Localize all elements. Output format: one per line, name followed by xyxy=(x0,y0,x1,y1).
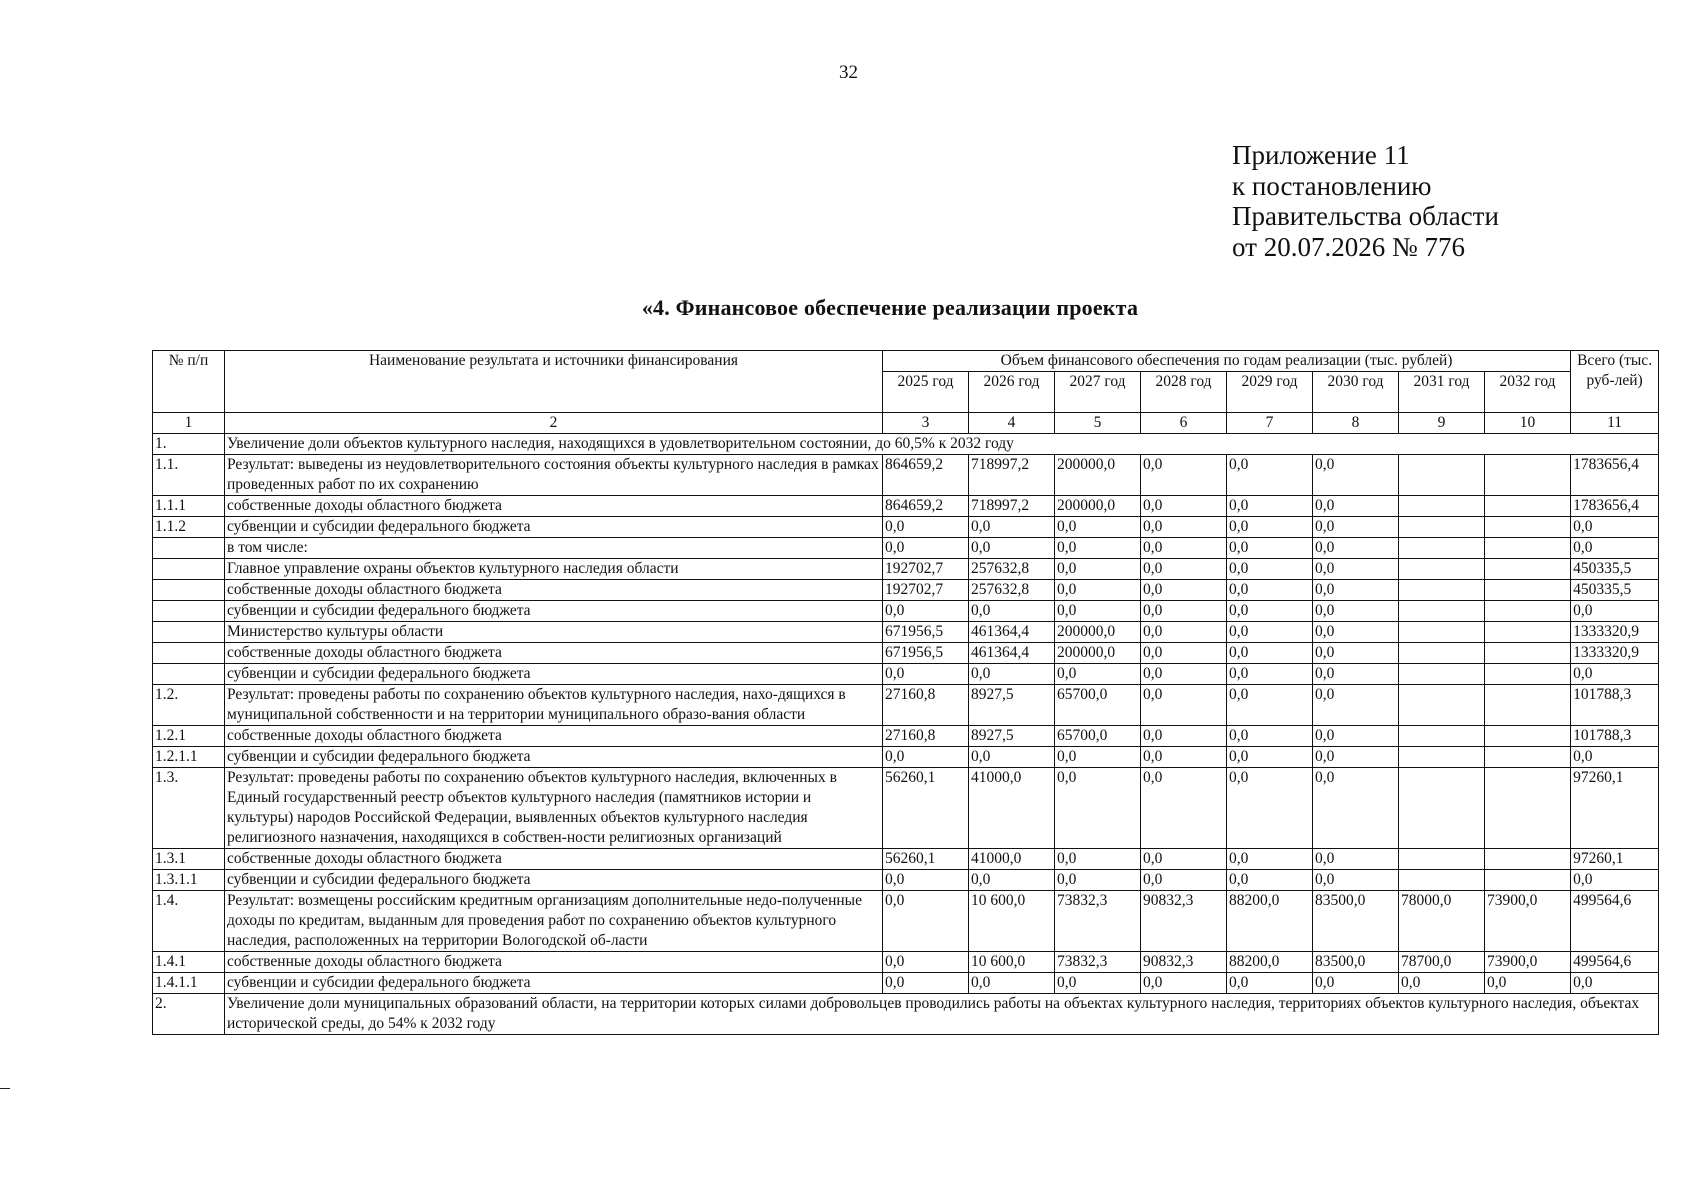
row-name: Результат: возмещены российским кредитным организациям дополнительные недо-полученные доходы по кредитам, выданным для проведения работ по сохранению объектов культурного наследия, расположенных на территории Вологодской об-ласти xyxy=(225,891,883,952)
row-number: 1.2. xyxy=(153,685,225,726)
year-value: 0,0 xyxy=(1055,601,1141,622)
table-row xyxy=(153,559,1659,580)
year-value: 0,0 xyxy=(1141,622,1227,643)
year-value: 0,0 xyxy=(1227,455,1313,496)
year-value: 671956,5 xyxy=(883,643,969,664)
year-value: 0,0 xyxy=(1141,726,1227,747)
year-value xyxy=(1399,747,1485,768)
year-value: 0,0 xyxy=(1055,538,1141,559)
row-name: субвенции и субсидии федерального бюджета xyxy=(225,747,883,768)
header-year: 2025 год xyxy=(883,372,969,413)
year-value: 0,0 xyxy=(1313,455,1399,496)
year-value: 0,0 xyxy=(969,601,1055,622)
year-value: 78000,0 xyxy=(1399,891,1485,952)
year-value: 83500,0 xyxy=(1313,952,1399,973)
header-year: 2032 год xyxy=(1485,372,1571,413)
year-value: 83500,0 xyxy=(1313,891,1399,952)
year-value: 0,0 xyxy=(1227,601,1313,622)
year-value: 0,0 xyxy=(1313,685,1399,726)
year-value: 0,0 xyxy=(1055,870,1141,891)
year-value: 0,0 xyxy=(1313,643,1399,664)
year-value xyxy=(1399,517,1485,538)
table-row xyxy=(153,622,1659,643)
year-value: 0,0 xyxy=(1313,726,1399,747)
year-value: 88200,0 xyxy=(1227,891,1313,952)
total-value: 0,0 xyxy=(1571,538,1659,559)
total-value: 101788,3 xyxy=(1571,726,1659,747)
row-name: собственные доходы областного бюджета xyxy=(225,580,883,601)
total-value: 97260,1 xyxy=(1571,768,1659,849)
row-number: 1.2.1 xyxy=(153,726,225,747)
year-value: 0,0 xyxy=(1227,496,1313,517)
document-title: «4. Финансовое обеспечение реализации проекта xyxy=(641,295,1139,320)
year-value: 10 600,0 xyxy=(969,891,1055,952)
row-name: Результат: проведены работы по сохранению объектов культурного наследия, включенных в Единый государственный реестр объектов культурного наследия (памятников истории и культуры) народов Российской Федерации, выявленных объектов культурного наследия религиозного назначения, находящихся в собствен-ности религиозных организаций xyxy=(225,768,883,849)
year-value xyxy=(1399,849,1485,870)
year-value xyxy=(1399,580,1485,601)
column-number: 6 xyxy=(1141,413,1227,434)
header-year: 2030 год xyxy=(1313,372,1399,413)
year-value: 0,0 xyxy=(1141,455,1227,496)
header-volume: Объем финансового обеспечения по годам реализации (тыс. рублей) xyxy=(883,351,1571,372)
year-value: 0,0 xyxy=(883,601,969,622)
goal-text: Увеличение доли объектов культурного наследия, находящихся в удовлетворительном состоянии, до 60,5% к 2032 году xyxy=(225,434,1659,455)
row-number xyxy=(153,580,225,601)
year-value xyxy=(1485,849,1571,870)
row-number xyxy=(153,559,225,580)
table-row xyxy=(153,973,1659,994)
year-value: 200000,0 xyxy=(1055,622,1141,643)
header-year: 2029 год xyxy=(1227,372,1313,413)
row-number: 1.1.2 xyxy=(153,517,225,538)
year-value: 0,0 xyxy=(883,952,969,973)
scan-margin-mark xyxy=(0,1088,10,1089)
table-row xyxy=(153,747,1659,768)
table-row xyxy=(153,870,1659,891)
goal-text: Увеличение доли муниципальных образований области, на территории которых силами добровольцев проводились работы на объектах культурного наследия, территориях объектов культурного наследия, объектах исторической среды, до 54% к 2032 году xyxy=(225,994,1659,1035)
year-value: 0,0 xyxy=(1141,643,1227,664)
table-row xyxy=(153,517,1659,538)
year-value: 0,0 xyxy=(969,538,1055,559)
year-value: 10 600,0 xyxy=(969,952,1055,973)
year-value xyxy=(1485,559,1571,580)
year-value: 56260,1 xyxy=(883,768,969,849)
year-value xyxy=(1399,622,1485,643)
year-value: 0,0 xyxy=(969,747,1055,768)
year-value: 65700,0 xyxy=(1055,726,1141,747)
year-value: 0,0 xyxy=(1227,517,1313,538)
row-number xyxy=(153,622,225,643)
year-value: 0,0 xyxy=(883,517,969,538)
year-value: 0,0 xyxy=(1055,973,1141,994)
year-value: 0,0 xyxy=(1313,747,1399,768)
row-name: субвенции и субсидии федерального бюджета xyxy=(225,973,883,994)
year-value: 257632,8 xyxy=(969,559,1055,580)
year-value: 0,0 xyxy=(1055,559,1141,580)
column-number: 5 xyxy=(1055,413,1141,434)
appendix-line-1: Приложение 11 xyxy=(1232,140,1410,170)
year-value xyxy=(1399,664,1485,685)
year-value: 200000,0 xyxy=(1055,643,1141,664)
year-value: 65700,0 xyxy=(1055,685,1141,726)
year-value: 461364,4 xyxy=(969,622,1055,643)
year-value: 73900,0 xyxy=(1485,891,1571,952)
year-value: 0,0 xyxy=(883,870,969,891)
year-value: 0,0 xyxy=(1399,973,1485,994)
column-number: 10 xyxy=(1485,413,1571,434)
total-value: 1333320,9 xyxy=(1571,622,1659,643)
year-value: 0,0 xyxy=(1141,747,1227,768)
row-number: 1.3.1.1 xyxy=(153,870,225,891)
year-value: 41000,0 xyxy=(969,768,1055,849)
column-number: 11 xyxy=(1571,413,1659,434)
year-value: 88200,0 xyxy=(1227,952,1313,973)
year-value: 0,0 xyxy=(1313,768,1399,849)
total-value: 0,0 xyxy=(1571,664,1659,685)
year-value: 0,0 xyxy=(883,664,969,685)
row-number: 1.4.1 xyxy=(153,952,225,973)
year-value: 200000,0 xyxy=(1055,455,1141,496)
year-value: 0,0 xyxy=(1227,849,1313,870)
year-value: 0,0 xyxy=(1055,580,1141,601)
year-value: 0,0 xyxy=(883,538,969,559)
year-value: 73832,3 xyxy=(1055,952,1141,973)
row-name: Главное управление охраны объектов культурного наследия области xyxy=(225,559,883,580)
total-value: 499564,6 xyxy=(1571,952,1659,973)
table-row xyxy=(153,685,1659,726)
row-name: субвенции и субсидии федерального бюджета xyxy=(225,601,883,622)
year-value: 0,0 xyxy=(969,870,1055,891)
table-row xyxy=(153,601,1659,622)
row-number: 1. xyxy=(153,434,225,455)
year-value: 0,0 xyxy=(1227,643,1313,664)
row-number: 1.2.1.1 xyxy=(153,747,225,768)
year-value: 461364,4 xyxy=(969,643,1055,664)
appendix-line-2: к постановлению xyxy=(1232,170,1432,201)
row-number xyxy=(153,538,225,559)
table-row xyxy=(153,994,1659,1035)
year-value: 0,0 xyxy=(1313,580,1399,601)
header-year: 2028 год xyxy=(1141,372,1227,413)
year-value xyxy=(1485,580,1571,601)
year-value: 0,0 xyxy=(883,747,969,768)
year-value: 0,0 xyxy=(1055,517,1141,538)
total-value: 450335,5 xyxy=(1571,559,1659,580)
year-value: 90832,3 xyxy=(1141,891,1227,952)
year-value: 0,0 xyxy=(1227,973,1313,994)
year-value: 8927,5 xyxy=(969,685,1055,726)
row-number: 1.1.1 xyxy=(153,496,225,517)
year-value xyxy=(1485,726,1571,747)
total-value: 0,0 xyxy=(1571,747,1659,768)
year-value xyxy=(1485,870,1571,891)
table-row xyxy=(153,726,1659,747)
year-value: 192702,7 xyxy=(883,580,969,601)
year-value xyxy=(1399,496,1485,517)
row-name: субвенции и субсидии федерального бюджета xyxy=(225,517,883,538)
year-value: 0,0 xyxy=(1313,973,1399,994)
year-value: 78700,0 xyxy=(1399,952,1485,973)
year-value xyxy=(1485,538,1571,559)
year-value: 0,0 xyxy=(969,973,1055,994)
header-year: 2031 год xyxy=(1399,372,1485,413)
year-value: 0,0 xyxy=(1141,849,1227,870)
total-value: 1333320,9 xyxy=(1571,643,1659,664)
year-value: 864659,2 xyxy=(883,496,969,517)
header-num: № п/п xyxy=(153,351,225,413)
table-row xyxy=(153,664,1659,685)
year-value xyxy=(1485,664,1571,685)
year-value: 0,0 xyxy=(1313,870,1399,891)
year-value xyxy=(1485,747,1571,768)
year-value: 192702,7 xyxy=(883,559,969,580)
year-value: 0,0 xyxy=(1227,580,1313,601)
column-number: 8 xyxy=(1313,413,1399,434)
year-value: 0,0 xyxy=(1227,726,1313,747)
year-value xyxy=(1399,768,1485,849)
column-number-row xyxy=(153,413,1659,434)
year-value: 0,0 xyxy=(883,891,969,952)
row-name: в том числе: xyxy=(225,538,883,559)
total-value: 1783656,4 xyxy=(1571,496,1659,517)
row-number: 2. xyxy=(153,994,225,1035)
table-row xyxy=(153,768,1659,849)
year-value: 41000,0 xyxy=(969,849,1055,870)
table-row xyxy=(153,580,1659,601)
total-value: 0,0 xyxy=(1571,601,1659,622)
year-value: 0,0 xyxy=(1313,496,1399,517)
appendix-line-4: от 20.07.2026 № 776 xyxy=(1232,231,1465,262)
column-number: 9 xyxy=(1399,413,1485,434)
year-value: 0,0 xyxy=(1141,538,1227,559)
year-value: 0,0 xyxy=(1313,601,1399,622)
row-name: субвенции и субсидии федерального бюджета xyxy=(225,870,883,891)
year-value: 0,0 xyxy=(1227,870,1313,891)
year-value: 0,0 xyxy=(1055,664,1141,685)
year-value: 0,0 xyxy=(1141,768,1227,849)
year-value: 0,0 xyxy=(1227,768,1313,849)
year-value: 0,0 xyxy=(1055,747,1141,768)
row-name: собственные доходы областного бюджета xyxy=(225,726,883,747)
column-number: 3 xyxy=(883,413,969,434)
year-value xyxy=(1399,643,1485,664)
total-value: 0,0 xyxy=(1571,870,1659,891)
year-value: 0,0 xyxy=(1313,538,1399,559)
total-value: 1783656,4 xyxy=(1571,455,1659,496)
table-row xyxy=(153,952,1659,973)
total-value: 97260,1 xyxy=(1571,849,1659,870)
year-value: 0,0 xyxy=(1141,664,1227,685)
year-value xyxy=(1485,455,1571,496)
year-value: 671956,5 xyxy=(883,622,969,643)
year-value: 90832,3 xyxy=(1141,952,1227,973)
year-value xyxy=(1485,768,1571,849)
year-value: 0,0 xyxy=(1313,622,1399,643)
row-number xyxy=(153,643,225,664)
page-number: 32 xyxy=(839,62,858,83)
year-value: 0,0 xyxy=(1227,559,1313,580)
year-value: 73832,3 xyxy=(1055,891,1141,952)
year-value: 0,0 xyxy=(1141,870,1227,891)
row-name: собственные доходы областного бюджета xyxy=(225,849,883,870)
total-value: 499564,6 xyxy=(1571,891,1659,952)
year-value: 27160,8 xyxy=(883,685,969,726)
year-value: 0,0 xyxy=(1141,601,1227,622)
year-value xyxy=(1399,726,1485,747)
year-value: 0,0 xyxy=(1313,517,1399,538)
year-value: 0,0 xyxy=(883,973,969,994)
table-row xyxy=(153,496,1659,517)
total-value: 0,0 xyxy=(1571,973,1659,994)
column-number: 4 xyxy=(969,413,1055,434)
table-row xyxy=(153,538,1659,559)
year-value: 0,0 xyxy=(1141,496,1227,517)
year-value: 0,0 xyxy=(1227,685,1313,726)
column-number: 7 xyxy=(1227,413,1313,434)
year-value xyxy=(1485,685,1571,726)
year-value xyxy=(1399,685,1485,726)
year-value: 257632,8 xyxy=(969,580,1055,601)
row-number: 1.4.1.1 xyxy=(153,973,225,994)
row-number: 1.3.1 xyxy=(153,849,225,870)
row-name: собственные доходы областного бюджета xyxy=(225,952,883,973)
year-value xyxy=(1485,517,1571,538)
appendix-block xyxy=(1232,140,1499,262)
financing-table xyxy=(152,350,1659,1035)
row-name: собственные доходы областного бюджета xyxy=(225,496,883,517)
row-number: 1.1. xyxy=(153,455,225,496)
year-value: 0,0 xyxy=(1141,517,1227,538)
column-number: 2 xyxy=(225,413,883,434)
total-value: 101788,3 xyxy=(1571,685,1659,726)
year-value: 718997,2 xyxy=(969,496,1055,517)
year-value: 0,0 xyxy=(1485,973,1571,994)
year-value xyxy=(1485,601,1571,622)
header-year: 2027 год xyxy=(1055,372,1141,413)
year-value: 0,0 xyxy=(1141,580,1227,601)
row-name: собственные доходы областного бюджета xyxy=(225,643,883,664)
row-name: субвенции и субсидии федерального бюджета xyxy=(225,664,883,685)
year-value xyxy=(1485,496,1571,517)
table-row xyxy=(153,455,1659,496)
year-value: 0,0 xyxy=(1055,768,1141,849)
row-number: 1.3. xyxy=(153,768,225,849)
table-row xyxy=(153,849,1659,870)
appendix-line-3: Правительства области xyxy=(1232,201,1499,231)
year-value xyxy=(1485,622,1571,643)
header-year: 2026 год xyxy=(969,372,1055,413)
total-value: 0,0 xyxy=(1571,517,1659,538)
year-value: 0,0 xyxy=(1313,849,1399,870)
year-value: 0,0 xyxy=(1313,559,1399,580)
year-value xyxy=(1399,870,1485,891)
year-value: 0,0 xyxy=(969,517,1055,538)
row-name: Результат: проведены работы по сохранению объектов культурного наследия, нахо-дящихся в муниципальной собственности и на территории муниципального образо-вания области xyxy=(225,685,883,726)
year-value: 0,0 xyxy=(1313,664,1399,685)
year-value: 0,0 xyxy=(1227,664,1313,685)
year-value: 0,0 xyxy=(1227,622,1313,643)
column-number: 1 xyxy=(153,413,225,434)
year-value xyxy=(1399,538,1485,559)
header-row-1 xyxy=(153,351,1659,372)
year-value: 0,0 xyxy=(1141,685,1227,726)
table-body xyxy=(153,351,1659,1035)
table-row xyxy=(153,643,1659,664)
year-value xyxy=(1399,559,1485,580)
year-value: 0,0 xyxy=(1227,538,1313,559)
year-value: 0,0 xyxy=(1141,559,1227,580)
year-value: 27160,8 xyxy=(883,726,969,747)
row-number: 1.4. xyxy=(153,891,225,952)
row-number xyxy=(153,601,225,622)
year-value: 56260,1 xyxy=(883,849,969,870)
year-value xyxy=(1485,643,1571,664)
year-value: 0,0 xyxy=(1141,973,1227,994)
year-value xyxy=(1399,601,1485,622)
table-row xyxy=(153,891,1659,952)
row-name: Министерство культуры области xyxy=(225,622,883,643)
year-value: 0,0 xyxy=(969,664,1055,685)
header-name: Наименование результата и источники финансирования xyxy=(225,351,883,413)
year-value: 864659,2 xyxy=(883,455,969,496)
row-number xyxy=(153,664,225,685)
year-value: 200000,0 xyxy=(1055,496,1141,517)
header-total: Всего (тыс. руб-лей) xyxy=(1571,351,1659,413)
total-value: 450335,5 xyxy=(1571,580,1659,601)
year-value: 718997,2 xyxy=(969,455,1055,496)
year-value: 0,0 xyxy=(1055,849,1141,870)
table-row xyxy=(153,434,1659,455)
year-value: 73900,0 xyxy=(1485,952,1571,973)
year-value xyxy=(1399,455,1485,496)
year-value: 8927,5 xyxy=(969,726,1055,747)
year-value: 0,0 xyxy=(1227,747,1313,768)
row-name: Результат: выведены из неудовлетворительного состояния объекты культурного наследия в рамках проведенных работ по их сохранению xyxy=(225,455,883,496)
